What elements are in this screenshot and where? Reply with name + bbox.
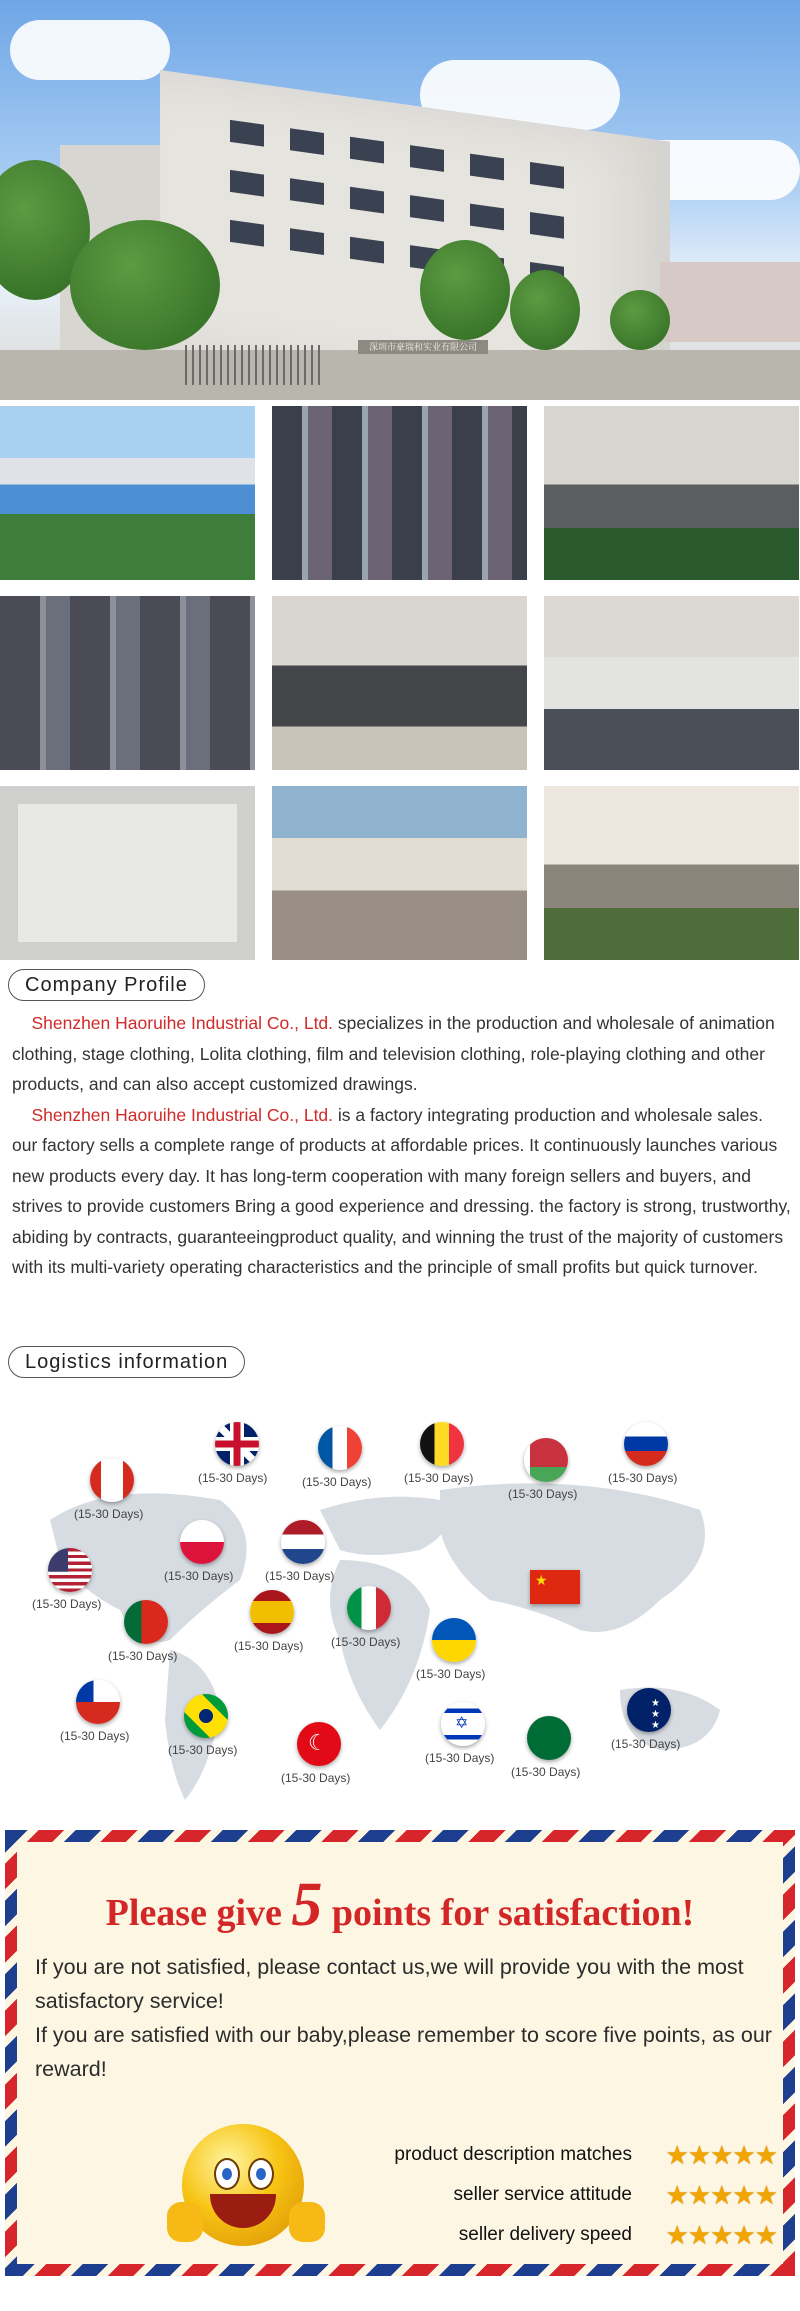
israel-delivery-time: (15-30 Days) (425, 1751, 495, 1765)
factory-sign: 深圳市豪瑞和实业有限公司 (358, 340, 488, 354)
italy-flag-icon (347, 1586, 391, 1630)
star-rating-icon: ★★★★★ (665, 2180, 777, 2210)
spain-delivery-time: (15-30 Days) (234, 1639, 304, 1653)
rating-message (35, 1950, 795, 2086)
company-name: Shenzhen Haoruihe Industrial Co., Ltd. (31, 1104, 334, 1125)
factory-photo-grid (0, 406, 800, 960)
photo-storage-shelves (0, 596, 255, 770)
thumbs-up-icon (167, 2202, 203, 2242)
netherlands-delivery-time: (15-30 Days) (265, 1569, 335, 1583)
turkey-flag-icon: ☾ (297, 1722, 341, 1766)
russia-delivery-time: (15-30 Days) (608, 1471, 678, 1485)
saudi-arabia-delivery-time: (15-30 Days) (511, 1765, 581, 1779)
belarus-flag-icon (524, 1438, 568, 1482)
logistics-heading: Logistics information (8, 1346, 245, 1378)
spain-flag-icon (250, 1590, 294, 1634)
poland-flag-icon (180, 1520, 224, 1564)
brazil-delivery-time: (15-30 Days) (168, 1743, 238, 1757)
photo-factory-roofs (0, 406, 255, 580)
photo-sewing-line (272, 786, 527, 960)
rating-label: seller service attitude (453, 2184, 632, 2205)
poland-delivery-time: (15-30 Days) (164, 1569, 234, 1583)
photo-cutting-tables (544, 596, 799, 770)
company-profile-heading: Company Profile (8, 969, 205, 1001)
rating-row (337, 2220, 777, 2250)
thumbs-up-icon (289, 2202, 325, 2242)
united-states-flag-icon (48, 1548, 92, 1592)
turkey-delivery-time: (15-30 Days) (281, 1771, 351, 1785)
portugal-delivery-time: (15-30 Days) (108, 1649, 178, 1663)
chile-delivery-time: (15-30 Days) (60, 1729, 130, 1743)
rating-title (17, 1870, 783, 1941)
united-kingdom-flag-icon (215, 1422, 259, 1466)
australia-flag-icon: ★ ★ ★ (627, 1688, 671, 1732)
portugal-flag-icon (124, 1600, 168, 1644)
united-kingdom-delivery-time: (15-30 Days) (198, 1471, 268, 1485)
rating-row (337, 2140, 777, 2170)
company-name: Shenzhen Haoruihe Industrial Co., Ltd. (31, 1013, 334, 1033)
saudi-arabia-flag-icon (527, 1716, 571, 1760)
brazil-flag-icon (184, 1694, 228, 1738)
netherlands-flag-icon (281, 1520, 325, 1564)
canada-flag-icon (90, 1458, 134, 1502)
ukraine-flag-icon (432, 1618, 476, 1662)
rating-row (337, 2180, 777, 2210)
rating-title-suffix: points for satisfaction! (322, 1892, 695, 1934)
australia-delivery-time: (15-30 Days) (611, 1737, 681, 1751)
ukraine-delivery-time: (15-30 Days) (416, 1667, 486, 1681)
profile-paragraph-2: is a factory integrating production and wholesale sales. our factory sells a complete range of products at affordable prices. It continuously launches various new products every day. It has long-term cooperation with many foreign sellers and buyers, and strives to provide customers Bring a good experience and dressing. the factory is strong, trustworthy, abiding by contracts, guaranteeingproduct quality, and winning the trust of the majority of customers with its multi-variety operating characteristics and the principle of small profits but quick turnover. (12, 1104, 791, 1277)
rating-message-line-2: If you are satisfied with our baby,please remember to score five points, as our reward! (35, 2023, 772, 2081)
profile-paragraph-1: specializes in the production and wholesale of animation clothing, stage clothing, Lolita clothing, film and television clothing, role-playing clothing and other products, and can also accept customized drawings. (12, 1013, 775, 1094)
photo-production-floor (544, 786, 799, 960)
china-flag-icon: ★ (530, 1570, 580, 1604)
united-states-delivery-time: (15-30 Days) (32, 1597, 102, 1611)
rating-label: product description matches (394, 2144, 632, 2165)
rating-card (5, 1830, 795, 2276)
photo-pattern-plotter (0, 786, 255, 960)
chile-flag-icon (76, 1680, 120, 1724)
belgium-delivery-time: (15-30 Days) (404, 1471, 474, 1485)
rating-message-line-1: If you are not satisfied, please contact us,we will provide you with the most satisfactory service! (35, 1955, 744, 2013)
canada-delivery-time: (15-30 Days) (74, 1507, 144, 1521)
star-rating-icon: ★★★★★ (665, 2140, 777, 2170)
company-profile-text (12, 1008, 792, 1283)
belgium-flag-icon (420, 1422, 464, 1466)
italy-delivery-time: (15-30 Days) (331, 1635, 401, 1649)
france-delivery-time: (15-30 Days) (302, 1475, 372, 1489)
photo-workshop (544, 406, 799, 580)
russia-flag-icon (624, 1422, 668, 1466)
belarus-delivery-time: (15-30 Days) (508, 1487, 578, 1501)
star-rating-icon: ★★★★★ (665, 2220, 777, 2250)
factory-gate (185, 345, 325, 385)
right-building (660, 262, 800, 342)
france-flag-icon (318, 1426, 362, 1470)
photo-office-desk (272, 596, 527, 770)
rating-label: seller delivery speed (458, 2224, 632, 2245)
photo-warehouse-aisle (272, 406, 527, 580)
ground (0, 350, 800, 400)
israel-flag-icon: ✡ (441, 1702, 485, 1746)
factory-hero-image (0, 0, 800, 400)
rating-title-number: 5 (291, 1871, 323, 1939)
rating-title-prefix: Please give (105, 1892, 292, 1934)
